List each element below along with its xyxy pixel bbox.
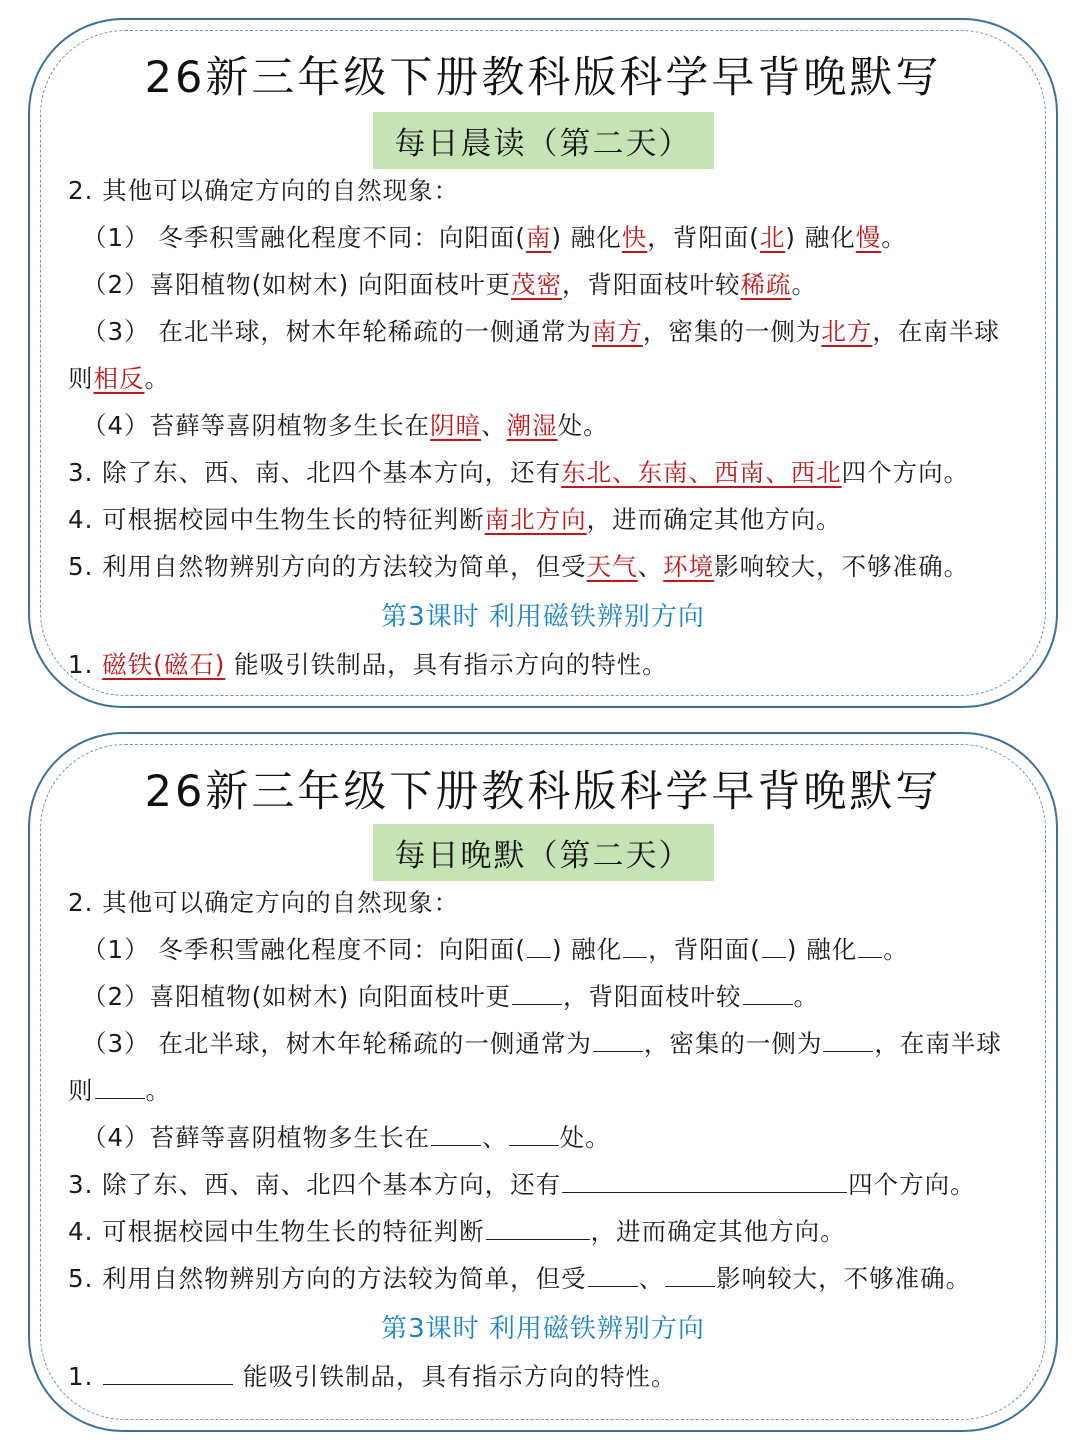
item-4: 4. 可根据校园中生物生长的特征判断南北方向，进而确定其他方向。 <box>68 505 842 534</box>
fill-blank[interactable] <box>103 1360 233 1385</box>
fill-blank[interactable] <box>823 1027 873 1052</box>
fill-blank[interactable] <box>665 1262 715 1287</box>
answer: 环境 <box>663 552 715 581</box>
item-2-3-cont: 则相反。 <box>68 364 170 393</box>
answer: 慢 <box>855 223 882 252</box>
morning-reading-card <box>28 18 1058 708</box>
fill-blank[interactable] <box>95 1074 145 1099</box>
answer: 潮湿 <box>506 411 558 440</box>
subtitle-badge: 每日晚默（第二天） <box>373 824 714 881</box>
answer: 磁铁(磁石) <box>102 650 226 679</box>
answer: 南 <box>525 223 552 252</box>
answer: 南方 <box>591 317 643 346</box>
item-2-1: （1） 冬季积雪融化程度不同：向阳面(南) 融化快，背阳面(北) 融化慢。 <box>82 223 907 252</box>
item-4: 4. 可根据校园中生物生长的特征判断 ，进而确定其他方向。 <box>68 1217 846 1246</box>
item-2-heading: 2. 其他可以确定方向的自然现象： <box>68 176 460 205</box>
fill-blank[interactable] <box>431 1121 481 1146</box>
fill-blank[interactable] <box>486 1215 590 1240</box>
section-heading: 第3课时 利用磁铁辨别方向 <box>381 1314 705 1344</box>
fill-blank[interactable] <box>762 933 786 958</box>
lesson3-item-1: 1. 磁铁(磁石) 能吸引铁制品，具有指示方向的特性。 <box>68 650 668 679</box>
item-2-3: （3） 在北半球，树木年轮稀疏的一侧通常为 ，密集的一侧为 ，在南半球 <box>82 1029 1002 1058</box>
item-5: 5. 利用自然物辨别方向的方法较为简单，但受 、 影响较大，不够准确。 <box>68 1264 972 1293</box>
answer: 阴暗 <box>430 411 482 440</box>
answer: 北方 <box>821 317 873 346</box>
evening-dictation-card <box>28 732 1058 1432</box>
answer: 北 <box>759 223 786 252</box>
page-title: 26新三年级下册教科版科学早背晚默写 <box>144 53 942 103</box>
fill-blank[interactable] <box>623 933 647 958</box>
fill-blank[interactable] <box>743 980 793 1005</box>
answer: 相反 <box>93 364 145 393</box>
answer: 茂密 <box>511 270 562 299</box>
lesson3-item-1: 1. 能吸引铁制品，具有指示方向的特性。 <box>68 1362 677 1391</box>
item-3: 3. 除了东、西、南、北四个基本方向，还有东北、东南、西南、西北四个方向。 <box>68 458 970 487</box>
item-3: 3. 除了东、西、南、北四个基本方向，还有 四个方向。 <box>68 1170 976 1199</box>
item-2-4: （4）苔藓等喜阴植物多生长在阴暗、潮湿处。 <box>82 411 609 440</box>
answer: 稀疏 <box>740 270 792 299</box>
item-2-2: （2）喜阳植物(如树木) 向阳面枝叶更 ，背阳面枝叶较 。 <box>82 982 819 1011</box>
item-2-3-cont: 则 。 <box>68 1076 171 1105</box>
page-title: 26新三年级下册教科版科学早背晚默写 <box>144 767 942 817</box>
item-5: 5. 利用自然物辨别方向的方法较为简单，但受天气、环境影响较大，不够准确。 <box>68 552 970 581</box>
fill-blank[interactable] <box>562 1168 847 1193</box>
fill-blank[interactable] <box>858 933 882 958</box>
fill-blank[interactable] <box>509 1121 559 1146</box>
item-2-4: （4）苔藓等喜阴植物多生长在 、 处。 <box>82 1123 611 1152</box>
item-2-heading: 2. 其他可以确定方向的自然现象： <box>68 888 460 917</box>
answer: 天气 <box>586 552 638 581</box>
answer: 东北、东南、西南、西北 <box>561 458 842 487</box>
answer: 南北方向 <box>484 505 587 534</box>
item-2-1: （1） 冬季积雪融化程度不同：向阳面( ) 融化 ，背阳面( ) 融化 。 <box>82 935 909 964</box>
section-heading: 第3课时 利用磁铁辨别方向 <box>381 602 705 632</box>
fill-blank[interactable] <box>588 1262 638 1287</box>
answer: 快 <box>621 223 648 252</box>
item-2-2: （2）喜阳植物(如树木) 向阳面枝叶更茂密，背阳面枝叶较稀疏。 <box>82 270 817 299</box>
subtitle-badge: 每日晨读（第二天） <box>373 112 714 169</box>
fill-blank[interactable] <box>512 980 562 1005</box>
item-2-3: （3） 在北半球，树木年轮稀疏的一侧通常为南方，密集的一侧为北方，在南半球 <box>82 317 1000 346</box>
fill-blank[interactable] <box>527 933 551 958</box>
fill-blank[interactable] <box>593 1027 643 1052</box>
